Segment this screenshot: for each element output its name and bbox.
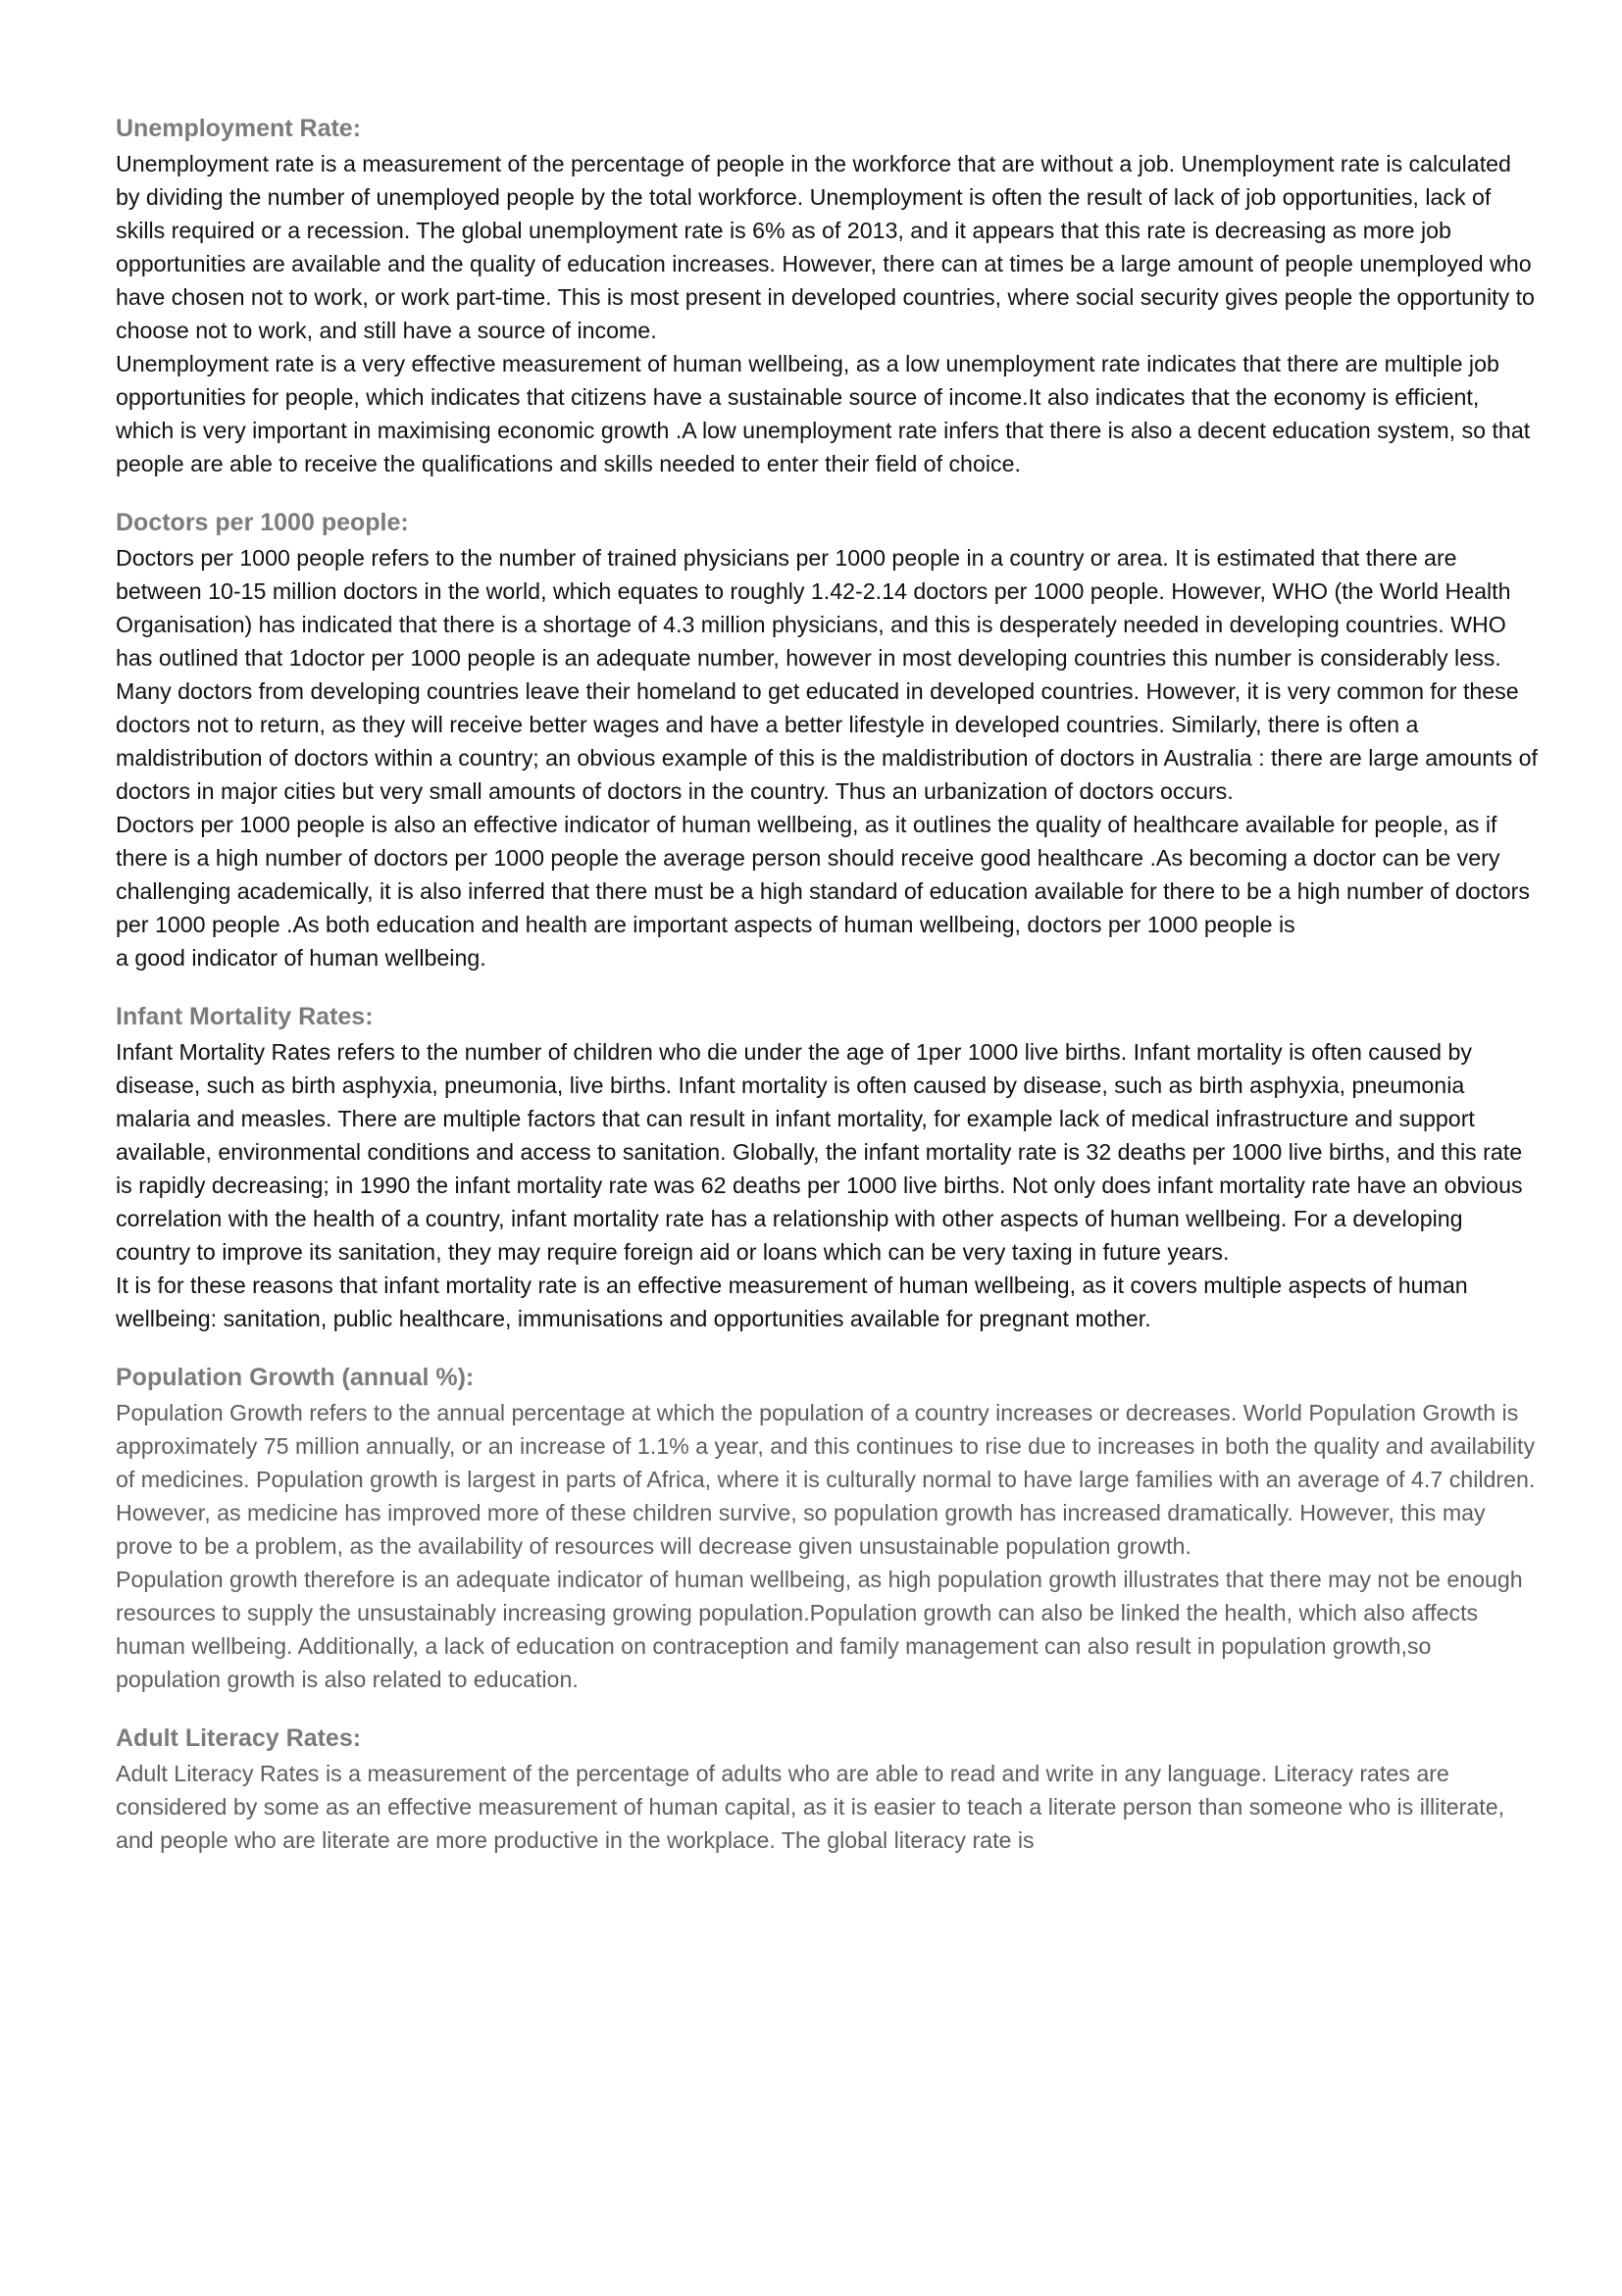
paragraph: Doctors per 1000 people is also an effective indicator of human wellbeing, as it outlines the quality of healthcare available for people, as if there is a high number of doctors per 1000 people the average person should receive good healthcare .As becoming a doctor can be very challenging academically, it is also inferred that there must be a high standard of education available for there to be a high number of doctors per 1000 people .As both education and health are important aspects of human wellbeing, doctors per 1000 people is xyxy=(116,812,1530,937)
document-page xyxy=(116,112,1538,1857)
paragraph: a good indicator of human wellbeing. xyxy=(116,945,486,971)
section-heading: Unemployment Rate: xyxy=(116,115,362,142)
section-doctors-per-1000 xyxy=(116,506,1538,974)
paragraph: Population Growth refers to the annual percentage at which the population of a country increases or decreases. World Population Growth is approximately 75 million annually, or an increase of 1.1% a year, and this continues to rise due to increases in both the quality and availability of medicines. Population growth is largest in parts of Africa, where it is culturally normal to have large families with an average of 4.7 children. However, as medicine has improved more of these children survive, so population growth has increased dramatically. However, this may prove to be a problem, as the availability of resources will decrease given unsustainable population growth. xyxy=(116,1400,1536,1559)
section-heading: Adult Literacy Rates: xyxy=(116,1724,362,1752)
section-population-growth xyxy=(116,1361,1538,1696)
paragraph: Unemployment rate is a very effective measurement of human wellbeing, as a low unemployment rate indicates that there are multiple job opportunities for people, which indicates that citizens have a sustainable source of income.It also indicates that the economy is efficient, which is very important in maximising economic growth .A low unemployment rate infers that there is also a decent education system, so that people are able to receive the qualifications and skills needed to enter their field of choice. xyxy=(116,351,1531,476)
section-infant-mortality xyxy=(116,1000,1538,1335)
section-unemployment-rate xyxy=(116,112,1538,480)
paragraph: Infant Mortality Rates refers to the number of children who die under the age of 1per 1000 live births. Infant mortality is often caused by disease, such as birth asphyxia, pneumonia, live births. Infant mortality is often caused by disease, such as birth asphyxia, pneumonia malaria and measles. There are multiple factors that can result in infant mortality, for example lack of medical infrastructure and support available, environmental conditions and access to sanitation. Globally, the infant mortality rate is 32 deaths per 1000 live births, and this rate is rapidly decreasing; in 1990 the infant mortality rate was 62 deaths per 1000 live births. Not only does infant mortality rate have an obvious correlation with the health of a country, infant mortality rate has a relationship with other aspects of human wellbeing. For a developing country to improve its sanitation, they may require foreign aid or loans which can be very taxing in future years. xyxy=(116,1039,1523,1265)
section-heading: Population Growth (annual %): xyxy=(116,1364,475,1391)
paragraph: Doctors per 1000 people refers to the number of trained physicians per 1000 people in a country or area. It is estimated that there are between 10-15 million doctors in the world, which equates to roughly 1.42-2.14 doctors per 1000 people. However, WHO (the World Health Organisation) has indicated that there is a shortage of 4.3 million physicians, and this is desperately needed in developing countries. WHO has outlined that 1doctor per 1000 people is an adequate number, however in most developing countries this number is considerably less. Many doctors from developing countries leave their homeland to get educated in developed countries. However, it is very common for these doctors not to return, as they will receive better wages and have a better lifestyle in developed countries. Similarly, there is often a maldistribution of doctors within a country; an obvious example of this is the maldistribution of doctors in Australia : there are large amounts of doctors in major cities but very small amounts of doctors in the country. Thus an urbanization of doctors occurs. xyxy=(116,545,1538,804)
section-adult-literacy xyxy=(116,1722,1538,1857)
paragraph: Unemployment rate is a measurement of the percentage of people in the workforce that are without a job. Unemployment rate is calculated by dividing the number of unemployed people by the total workforce. Unemployment is often the result of lack of job opportunities, lack of skills required or a recession. The global unemployment rate is 6% as of 2013, and it appears that this rate is decreasing as more job opportunities are available and the quality of education increases. However, there can at times be a large amount of people unemployed who have chosen not to work, or work part-time. This is most present in developed countries, where social security gives people the opportunity to choose not to work, and still have a source of income. xyxy=(116,151,1535,343)
section-heading: Doctors per 1000 people: xyxy=(116,509,409,536)
paragraph: Population growth therefore is an adequate indicator of human wellbeing, as high population growth illustrates that there may not be enough resources to supply the unsustainably increasing growing population.Population growth can also be linked the health, which also affects human wellbeing. Additionally, a lack of education on contraception and family management can also result in population growth,so population growth is also related to education. xyxy=(116,1567,1523,1692)
section-heading: Infant Mortality Rates: xyxy=(116,1003,374,1030)
paragraph: It is for these reasons that infant mortality rate is an effective measurement of human wellbeing, as it covers multiple aspects of human wellbeing: sanitation, public healthcare, immunisations and opportunities available for pregnant mother. xyxy=(116,1273,1468,1331)
paragraph: Adult Literacy Rates is a measurement of the percentage of adults who are able to read and write in any language. Literacy rates are considered by some as an effective measurement of human capital, as it is easier to teach a literate person than someone who is illiterate, and people who are literate are more productive in the workplace. The global literacy rate is xyxy=(116,1761,1505,1853)
